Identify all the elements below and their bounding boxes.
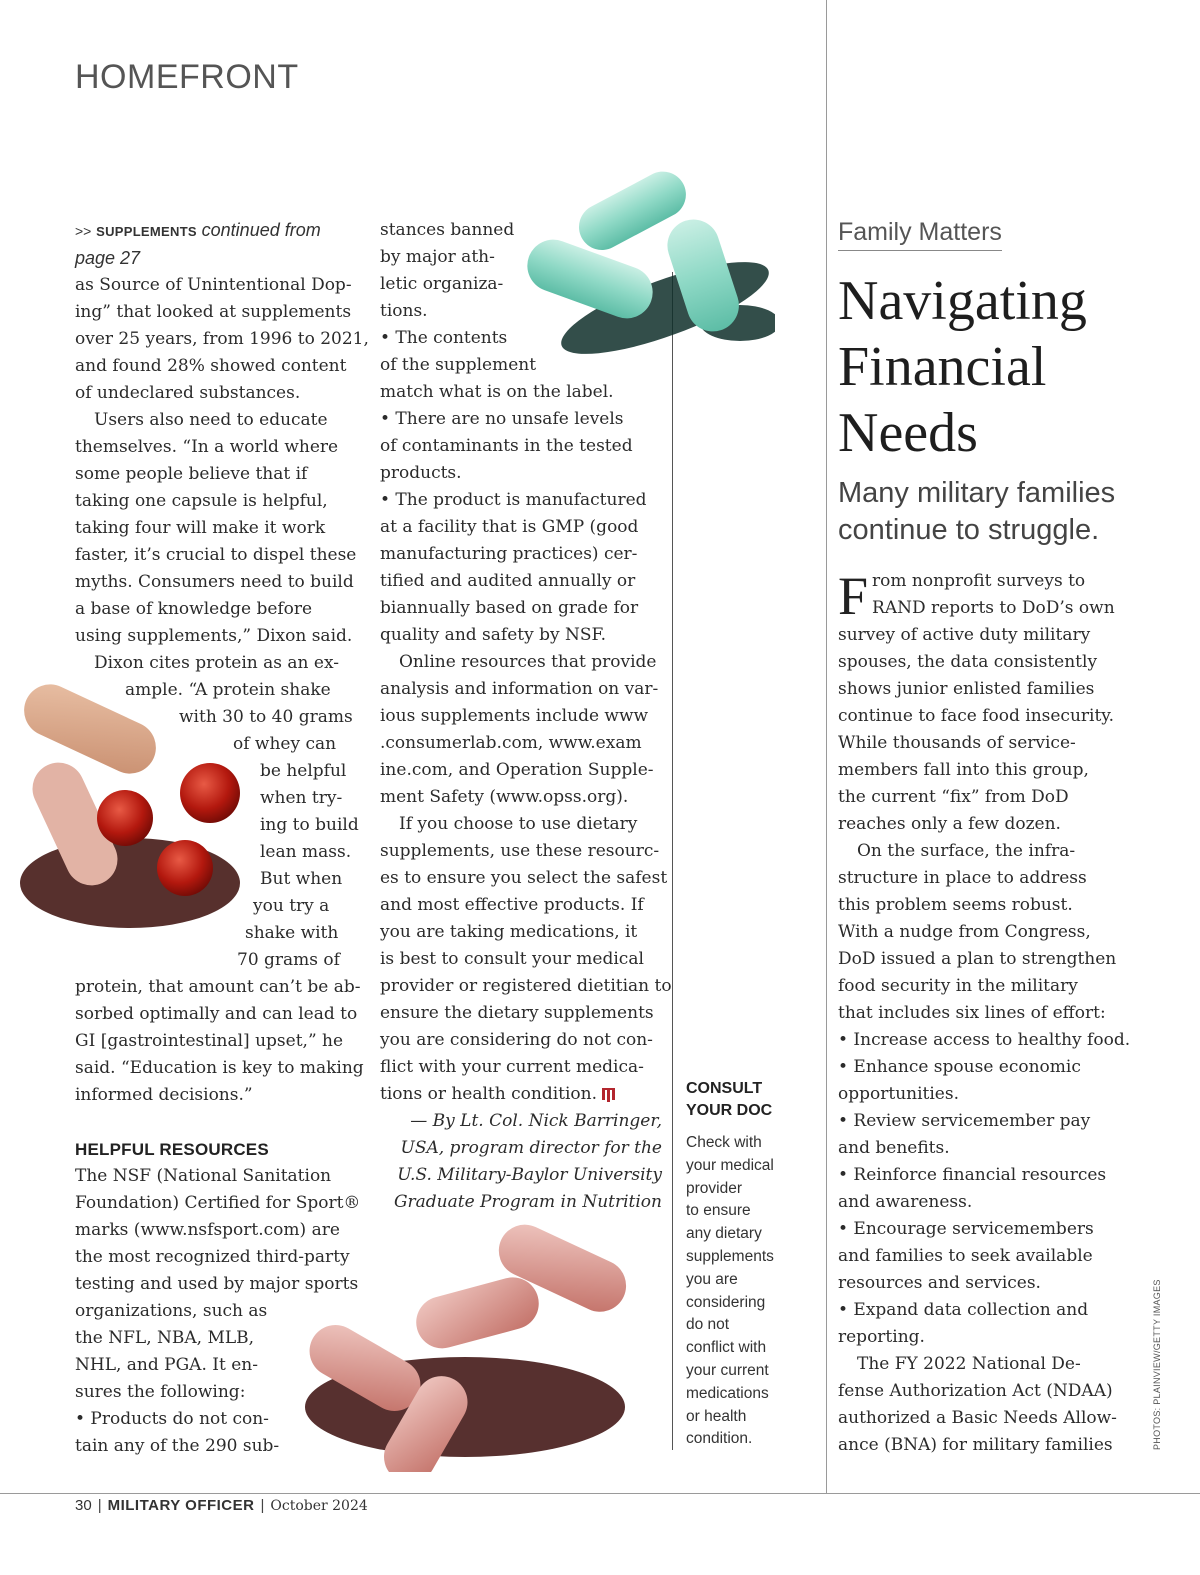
body-line: and families to seek available bbox=[838, 1246, 1093, 1266]
body-line: tions. bbox=[380, 301, 428, 321]
body-line: resources and services. bbox=[838, 1273, 1041, 1293]
body-line: • There are no unsafe levels bbox=[380, 409, 624, 429]
continued-page: page 27 bbox=[75, 248, 141, 268]
section-label: HOMEFRONT bbox=[75, 58, 299, 96]
body-line: and found 28% showed content bbox=[75, 356, 347, 376]
body-line: informed decisions.” bbox=[75, 1085, 253, 1105]
body-line: ample. “A protein shake bbox=[125, 680, 331, 700]
body-line: es to ensure you select the safest bbox=[380, 868, 668, 888]
body-line: quality and safety by NSF. bbox=[380, 625, 607, 645]
body-line: • Expand data collection and bbox=[838, 1300, 1089, 1320]
body-line: 70 grams of bbox=[237, 950, 340, 970]
continued-arrows: >> bbox=[75, 223, 92, 239]
body-line: this problem seems robust. bbox=[838, 895, 1073, 915]
body-line: manufacturing practices) cer- bbox=[380, 544, 638, 564]
body-line: flict with your current medica- bbox=[380, 1057, 644, 1077]
body-line: myths. Consumers need to build bbox=[75, 572, 354, 592]
deck-line: Many military families bbox=[838, 477, 1116, 509]
sidebar-line: to ensure bbox=[686, 1202, 751, 1220]
headline-line: Financial bbox=[838, 336, 1047, 398]
body-line: stances banned bbox=[380, 220, 515, 240]
sidebar-line: condition. bbox=[686, 1430, 753, 1448]
body-line: match what is on the label. bbox=[380, 382, 614, 402]
body-line: of contaminants in the tested bbox=[380, 436, 633, 456]
body-line: .consumerlab.com, www.exam bbox=[380, 733, 642, 753]
body-line: is best to consult your medical bbox=[380, 949, 644, 969]
body-line: supplements, use these resourc- bbox=[380, 841, 660, 861]
byline-line: Graduate Program in Nutrition bbox=[393, 1192, 662, 1212]
continued-reference bbox=[75, 217, 365, 272]
body-line: NHL, and PGA. It en- bbox=[75, 1355, 258, 1375]
body-line: opportunities. bbox=[838, 1084, 959, 1104]
sidebar-line: any dietary bbox=[686, 1225, 762, 1243]
sidebar-line: do not bbox=[686, 1316, 730, 1334]
end-mark-icon bbox=[601, 1087, 619, 1103]
body-line: you try a bbox=[253, 896, 330, 916]
body-line: authorized a Basic Needs Allow- bbox=[838, 1408, 1117, 1428]
body-line: themselves. “In a world where bbox=[75, 437, 339, 457]
body-line: you are taking medications, it bbox=[380, 922, 638, 942]
body-line: GI [gastrointestinal] upset,” he bbox=[75, 1031, 344, 1051]
column-2-body bbox=[380, 217, 670, 1108]
body-line: • Enhance spouse economic bbox=[838, 1057, 1081, 1077]
sidebar-line: Check with bbox=[686, 1134, 762, 1151]
body-line: marks (www.nsfsport.com) are bbox=[75, 1220, 340, 1240]
headline-line: Navigating bbox=[838, 270, 1087, 332]
body-line: and awareness. bbox=[838, 1192, 973, 1212]
body-line: be helpful bbox=[260, 761, 347, 781]
body-line: letic organiza- bbox=[380, 274, 504, 294]
body-line: as Source of Unintentional Dop- bbox=[75, 275, 352, 295]
sidebar-line: your current bbox=[686, 1361, 769, 1379]
photo-credit: PHOTOS: PLAINVIEW/GETTY IMAGES bbox=[1152, 1279, 1162, 1450]
body-line: with 30 to 40 grams bbox=[179, 707, 353, 727]
body-line: at a facility that is GMP (good bbox=[380, 517, 639, 537]
body-line: ensure the dietary supplements bbox=[380, 1003, 654, 1023]
body-line: • Products do not con- bbox=[75, 1409, 269, 1429]
sidebar-divider bbox=[672, 272, 673, 1450]
body-line: Foundation) Certified for Sport® bbox=[75, 1193, 361, 1213]
body-line: continue to face food insecurity. bbox=[838, 706, 1115, 726]
body-line: shows junior enlisted families bbox=[838, 679, 1095, 699]
body-line: a base of knowledge before bbox=[75, 599, 313, 619]
body-line: • Encourage servicemembers bbox=[838, 1219, 1094, 1239]
body-line: • Increase access to healthy food. bbox=[838, 1030, 1131, 1050]
body-line: shake with bbox=[245, 923, 339, 943]
body-line: If you choose to use dietary bbox=[399, 814, 638, 834]
body-line: ine.com, and Operation Supple- bbox=[380, 760, 654, 780]
helpful-resources-heading: HELPFUL RESOURCES bbox=[75, 1140, 269, 1159]
drop-cap: F bbox=[838, 566, 869, 626]
continued-text: continued from bbox=[201, 220, 321, 240]
consult-sidebar bbox=[686, 1078, 806, 1451]
sidebar-line: considering bbox=[686, 1293, 766, 1311]
body-line: sorbed optimally and can lead to bbox=[75, 1004, 358, 1024]
body-line: faster, it’s crucial to dispel these bbox=[75, 545, 357, 565]
body-line: tions or health condition. bbox=[380, 1084, 597, 1104]
body-line: that includes six lines of effort: bbox=[838, 1003, 1106, 1023]
body-line-final bbox=[380, 1081, 670, 1108]
sidebar-line: you are bbox=[686, 1270, 738, 1288]
body-line: While thousands of service- bbox=[838, 733, 1076, 753]
footer-divider bbox=[0, 1493, 1200, 1494]
body-line: sures the following: bbox=[75, 1382, 246, 1402]
sidebar-line: supplements bbox=[686, 1247, 774, 1265]
sidebar-title-line: CONSULT bbox=[686, 1080, 763, 1097]
body-line: fense Authorization Act (NDAA) bbox=[838, 1381, 1113, 1401]
body-line: tain any of the 290 sub- bbox=[75, 1436, 280, 1456]
body-line: products. bbox=[380, 463, 462, 483]
body-line: over 25 years, from 1996 to 2021, bbox=[75, 329, 369, 349]
body-line: ing” that looked at supplements bbox=[75, 302, 352, 322]
body-line: testing and used by major sports bbox=[75, 1274, 359, 1294]
body-line: and most effective products. If bbox=[380, 895, 644, 915]
body-line: The NSF (National Sanitation bbox=[75, 1166, 332, 1186]
body-line: and benefits. bbox=[838, 1138, 950, 1158]
sidebar-line: medications bbox=[686, 1384, 769, 1402]
body-line: ious supplements include www bbox=[380, 706, 649, 726]
headline-line: Needs bbox=[838, 402, 978, 464]
article-column-1 bbox=[75, 217, 369, 1460]
body-line: when try- bbox=[260, 788, 343, 808]
body-line: reporting. bbox=[838, 1327, 925, 1347]
body-line: food security in the military bbox=[838, 976, 1078, 996]
byline-line: USA, program director for the bbox=[400, 1138, 662, 1158]
body-line: ment Safety (www.opss.org). bbox=[380, 787, 629, 807]
body-line: the NFL, NBA, MLB, bbox=[75, 1328, 255, 1348]
body-line: spouses, the data consistently bbox=[838, 652, 1098, 672]
magazine-name: MILITARY OFFICER bbox=[107, 1497, 255, 1514]
body-line: by major ath- bbox=[380, 247, 495, 267]
body-line: organizations, such as bbox=[75, 1301, 268, 1321]
byline-line: — By Lt. Col. Nick Barringer, bbox=[410, 1111, 662, 1131]
body-line: Dixon cites protein as an ex- bbox=[94, 653, 339, 673]
body-line: lean mass. bbox=[260, 842, 352, 862]
body-line: biannually based on grade for bbox=[380, 598, 639, 618]
issue-date: October 2024 bbox=[270, 1498, 368, 1514]
body-line: reaches only a few dozen. bbox=[838, 814, 1061, 834]
body-line: rom nonprofit surveys to bbox=[872, 571, 1086, 591]
body-line: members fall into this group, bbox=[838, 760, 1089, 780]
sidebar-line: provider bbox=[686, 1179, 742, 1197]
body-line: of undeclared substances. bbox=[75, 383, 301, 403]
body-line: said. “Education is key to making bbox=[75, 1058, 364, 1078]
byline-line: U.S. Military-Baylor University bbox=[397, 1165, 662, 1185]
article-deck bbox=[838, 475, 1178, 549]
deck-line: continue to struggle. bbox=[838, 514, 1100, 546]
body-line: protein, that amount can’t be ab- bbox=[75, 977, 361, 997]
sidebar-title bbox=[686, 1078, 806, 1122]
body-line: • The contents bbox=[380, 328, 508, 348]
body-line: • The product is manufactured bbox=[380, 490, 647, 510]
body-line: provider or registered dietitian to bbox=[380, 976, 672, 996]
continued-kicker: SUPPLEMENTS bbox=[96, 224, 197, 239]
body-line: you are considering do not con- bbox=[380, 1030, 653, 1050]
body-line: • Reinforce financial resources bbox=[838, 1165, 1107, 1185]
body-line: With a nudge from Congress, bbox=[838, 922, 1091, 942]
body-line: ance (BNA) for military families bbox=[838, 1435, 1113, 1455]
body-line: The FY 2022 National De- bbox=[857, 1354, 1081, 1374]
body-line: analysis and information on var- bbox=[380, 679, 659, 699]
body-line: the most recognized third-party bbox=[75, 1247, 350, 1267]
body-line: the current “fix” from DoD bbox=[838, 787, 1069, 807]
body-line: DoD issued a plan to strengthen bbox=[838, 949, 1117, 969]
article-column-2 bbox=[380, 217, 670, 1216]
article-headline bbox=[838, 268, 1168, 466]
sidebar-line: conflict with bbox=[686, 1339, 767, 1357]
body-line: ing to build bbox=[260, 815, 359, 835]
helpful-resources-body bbox=[75, 1163, 365, 1460]
page-number: 30 bbox=[75, 1497, 92, 1514]
body-line: some people believe that if bbox=[75, 464, 308, 484]
body-line: taking one capsule is helpful, bbox=[75, 491, 328, 511]
family-article-body bbox=[838, 568, 1138, 1459]
body-line: survey of active duty military bbox=[838, 625, 1091, 645]
body-line: using supplements,” Dixon said. bbox=[75, 626, 353, 646]
body-line: tified and audited annually or bbox=[380, 571, 636, 591]
body-line: taking four will make it work bbox=[75, 518, 326, 538]
byline bbox=[380, 1108, 662, 1216]
body-line: • Review servicemember pay bbox=[838, 1111, 1091, 1131]
column-1-body bbox=[75, 272, 369, 1109]
sidebar-line: your medical bbox=[686, 1156, 774, 1174]
body-line: Online resources that provide bbox=[399, 652, 657, 672]
body-line: But when bbox=[260, 869, 343, 889]
column-divider bbox=[826, 0, 827, 1493]
body-line: Users also need to educate bbox=[94, 410, 328, 430]
page-footer: 30 | MILITARY OFFICER | October 2024 bbox=[75, 1497, 368, 1514]
family-matters-kicker: Family Matters bbox=[838, 218, 1002, 251]
body-line: On the surface, the infra- bbox=[857, 841, 1076, 861]
body-line: structure in place to address bbox=[838, 868, 1087, 888]
sidebar-title-line: YOUR DOC bbox=[686, 1102, 773, 1119]
body-line: RAND reports to DoD’s own bbox=[872, 598, 1115, 618]
body-line: of whey can bbox=[233, 734, 337, 754]
body-line: of the supplement bbox=[380, 355, 537, 375]
sidebar-body bbox=[686, 1132, 806, 1451]
sidebar-line: or health bbox=[686, 1407, 747, 1425]
